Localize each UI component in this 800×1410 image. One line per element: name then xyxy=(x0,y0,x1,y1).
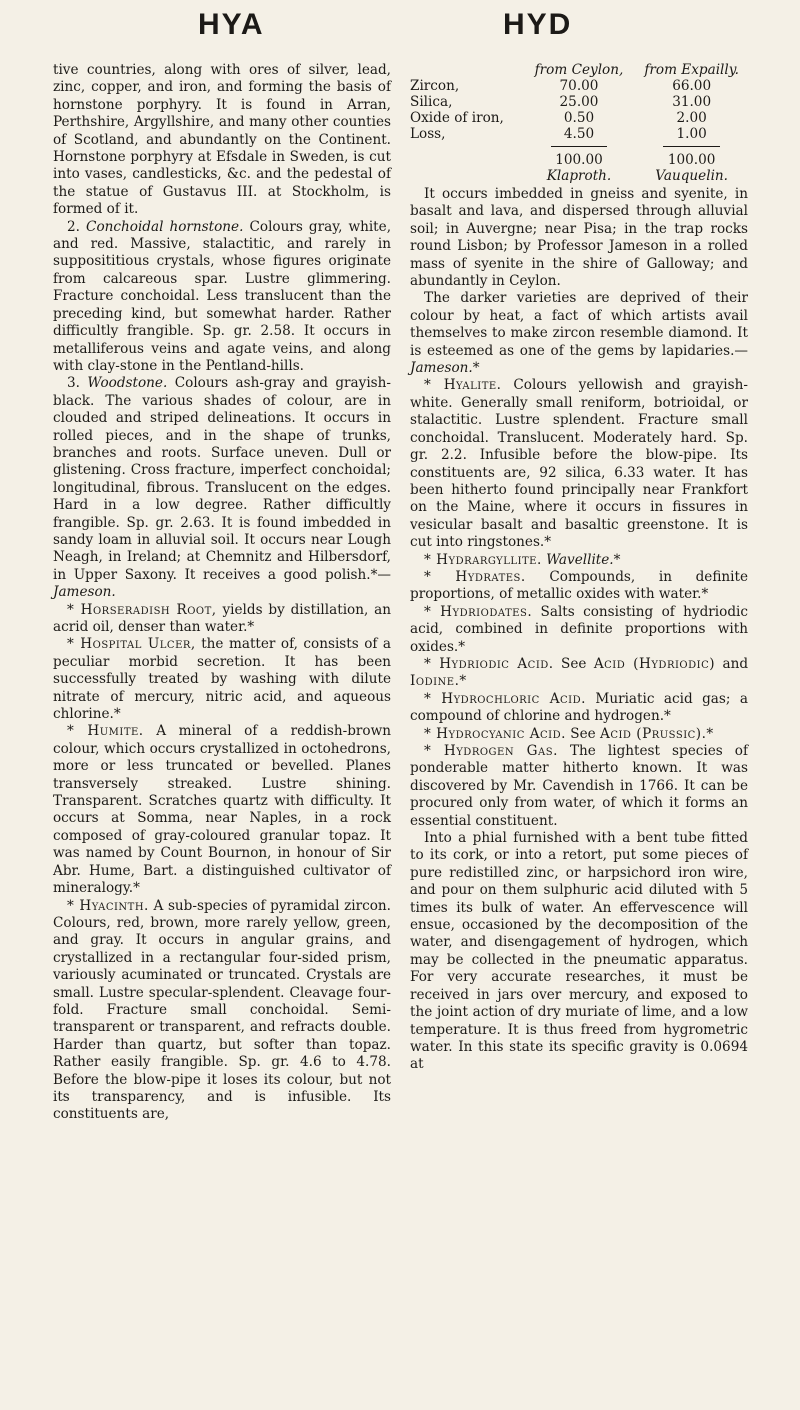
table-row xyxy=(410,110,748,126)
entry-text: A mineral of a reddish-brown colour, which occurs crystallized in octohedrons, more or less truncated or bevelled. Planes transversely streaked. Lustre shining. Transparent. Scratches quartz with difficulty. It occurs at Somma, near Naples, in a rock composed of gray-coloured granular topaz. It was named by Count Bournon, in honour of Sir Abr. Hume, Bart. a distinguished cultivator of mineralogy.* xyxy=(53,723,392,897)
cell-ceylon: 4.50 xyxy=(563,126,595,142)
entry-hydrochloric-acid xyxy=(410,691,748,726)
entry-headword: * Hydrates. xyxy=(424,568,526,585)
row-label: Oxide of iron, xyxy=(410,110,504,126)
entry-hydrogen-gas xyxy=(410,743,748,830)
author-ceylon: Klaproth. xyxy=(546,168,612,184)
entry-text: See xyxy=(561,655,587,672)
entry-hydrargyllite xyxy=(410,552,748,569)
cell-ceylon: 25.00 xyxy=(559,94,599,110)
entry-term: Woodstone. xyxy=(87,375,168,392)
item-number: 3. xyxy=(67,375,80,392)
entry-headword: * Hydrocyanic Acid. xyxy=(424,725,566,742)
entry-headword: * Humite. xyxy=(67,723,144,740)
entry-headword: * Hydrochloric Acid. xyxy=(424,690,586,707)
table-row xyxy=(410,94,748,110)
cell-ceylon: 0.50 xyxy=(563,110,595,126)
left-column xyxy=(53,62,391,1124)
entry-hyacinth xyxy=(53,898,391,1124)
entry-text: and xyxy=(722,655,749,672)
entry-text: yields by distillation, an acrid oil, denser than water.* xyxy=(53,601,391,635)
entry-humite xyxy=(53,723,391,897)
right-column xyxy=(410,62,748,1074)
entry-text: A sub-species of pyramidal zircon. Colours, red, brown, more rarely yellow, green, and gray. It occurs in angular grains, and crystallized in a rectangular four-sided prism, variously acuminated or truncated. Crystals are small. Lustre specular-splendent. Cleavage four-fold. Fracture small conchoidal. Semi-transparent or transparent, and refracts double. Harder than quartz, but softer than topaz. Rather easily frangible. Sp. gr. 4.6 to 4.78. Before the blow-pipe it loses its colour, but not its transparency, and is infusible. Its constituents are, xyxy=(53,897,391,1123)
table-header-row xyxy=(410,62,748,78)
cell-ceylon: 70.00 xyxy=(559,78,599,94)
entry-text: The darker varieties are deprived of their colour by heat, a fact of which artists avail themselves to make zircon resemble diamond. It is esteemed as one of the gems by lapidaries.— xyxy=(410,290,748,359)
entry-text: Muriatic acid gas; a compound of chlorine and hydrogen.* xyxy=(410,690,748,725)
paragraph-hyacinth-occurrence: It occurs imbedded in gneiss and syenite, in basalt and lava, and dispersed through alluvial soil; in Auvergne; near Pisa; in the trap rocks round Lisbon; by Professor Jameson in a rolled mass of syenite in the shire of Galloway; and abundantly in Ceylon. xyxy=(410,186,748,290)
entry-text: Colours yellowish and grayish-white. Generally small reniform, botrioidal, or stalactitic. Lustre splendent. Fracture small conchoidal. Translucent. Moderately hard. Sp. gr. 2.2. Infusible before the blow-pipe. Its constituents are, 92 silica, 6.33 water. It has been hitherto found principally near Frankfort on the Maine, where it occurs in fissures in vesicular basalt and basaltic greenstone. It is cut into ringstones.* xyxy=(410,377,748,551)
entry-text: See xyxy=(570,725,596,742)
entry-hydrates xyxy=(410,569,748,604)
cell-expailly: 66.00 xyxy=(672,78,712,94)
entry-hyalite xyxy=(410,377,748,551)
row-label: Zircon, xyxy=(410,78,460,94)
entry-hospital-ulcer xyxy=(53,636,391,723)
paragraph-hyacinth-colour xyxy=(410,290,748,377)
table-row xyxy=(410,126,748,142)
total-expailly: 100.00 xyxy=(635,142,748,168)
item-number: 2. xyxy=(67,218,80,235)
entry-text: Colours ash-gray and grayish-black. The various shades of colour, are in clouded and striped delineations. It occurs in rolled pieces, and in the shape of trunks, branches and roots. Surface uneven. Dull or glistening. Cross fracture, imperfect conchoidal; longitudinal, fibrous. Translucent on the edges. Hard in a low degree. Rather difficultly frangible. Sp. gr. 2.63. It is found imbedded in sandy loam in alluvial soil. It occurs near Lough Neagh, in Ireland; at Chemnitz and Hilbersdorf, in Upper Saxony. It receives a good polish.*— xyxy=(53,375,391,583)
entry-horseradish-root xyxy=(53,602,391,637)
entry-hydrocyanic-acid xyxy=(410,726,748,743)
table-row xyxy=(410,78,748,94)
entry-hydriodates xyxy=(410,604,748,656)
entry-text: Wavellite.* xyxy=(546,551,621,568)
paragraph-conchoidal-hornstone xyxy=(53,219,391,376)
citation-author: Jameson. xyxy=(53,584,116,601)
entry-text: Salts consisting of hydriodic acid, combined in definite proportions with oxides.* xyxy=(410,603,748,655)
table-author-row xyxy=(410,168,748,184)
column-header-ceylon: from Ceylon, xyxy=(534,62,624,78)
paragraph-hydrogen-preparation: Into a phial furnished with a bent tube fitted to its cork, or into a retort, put some pieces of pure redistilled zinc, or harpsichord iron wire, and pour on them sulphuric acid diluted with 5 times its bulk of water. An effervescence will ensue, occasioned by the decomposition of the water, and disengagement of hydrogen, which may be collected in the pneumatic apparatus. For very accurate researches, it must be received in jars over mercury, and exposed to the joint action of dry muriate of lime, and a low temperature. It is thus freed from hygrometric water. In this state its specific gravity is 0.0694 at xyxy=(410,830,748,1073)
paragraph-woodstone xyxy=(53,375,391,601)
cell-expailly: 1.00 xyxy=(676,126,707,142)
entry-headword: * Hospital Ulcer, xyxy=(67,636,196,653)
cell-expailly: 2.00 xyxy=(676,110,707,126)
entry-headword: * Hydriodic Acid. xyxy=(424,655,554,672)
entry-headword: * Hydriodates. xyxy=(424,603,533,620)
running-head-left: HYA xyxy=(198,8,265,41)
entry-hydriodic-acid xyxy=(410,656,748,691)
entry-headword: * Hyalite. xyxy=(424,377,502,394)
cross-reference: Acid (Hydriodic) xyxy=(593,655,716,672)
entry-text: Compounds, in definite proportions, of metallic oxides with water.* xyxy=(410,568,748,603)
entry-text: the matter of, consists of a peculiar morbid secretion. It has been successfully treated by washing with dilute nitrate of mercury, nitric acid, and aqueous chlorine.* xyxy=(53,636,392,723)
entry-text: Colours gray, white, and red. Massive, stalactitic, and rarely in supposititious crystals, whose figures originate from calcareous spar. Lustre glimmering. Fracture conchoidal. Less translucent than the preceding kind, but somewhat harder. Rather difficultly frangible. Sp. gr. 2.58. It occurs in metalliferous veins and agate veins, and along with clay-stone in the Pentland-hills. xyxy=(53,218,392,374)
row-label: Silica, xyxy=(410,94,453,110)
entry-headword: * Hydrargyllite. xyxy=(424,551,542,568)
entry-headword: * Hydrogen Gas. xyxy=(424,743,558,759)
entry-headword: * Horseradish Root, xyxy=(67,601,217,618)
entry-text: The lightest species of ponderable matter hitherto known. It was discovered by Mr. Cavendish in 1766. It can be procured only from water, of which it forms an essential constituent. xyxy=(410,743,748,829)
citation-author: Jameson.* xyxy=(410,360,480,377)
row-label: Loss, xyxy=(410,126,446,142)
author-expailly: Vauquelin. xyxy=(655,168,728,184)
cell-expailly: 31.00 xyxy=(672,94,712,110)
column-header-expailly: from Expailly. xyxy=(644,62,739,78)
table-total-row xyxy=(410,142,748,168)
entry-headword: * Hyacinth. xyxy=(67,897,149,914)
cross-reference: Iodine.* xyxy=(410,673,467,690)
total-ceylon: 100.00 xyxy=(523,142,636,168)
running-head xyxy=(0,6,800,50)
running-head-right: HYD xyxy=(503,8,573,41)
paragraph-hornstone-continued: tive countries, along with ores of silver, lead, zinc, copper, and iron, and forming the basis of hornstone porphyry. It is found in Arran, Perthshire, Argyllshire, and many other counties of Scotland, and abundantly on the Continent. Hornstone porphyry at Efsdale in Sweden, is cut into vases, candlesticks, &c. and the pedestal of the statue of Gustavus III. at Stockholm, is formed of it. xyxy=(53,62,391,218)
entry-term: Conchoidal hornstone. xyxy=(86,218,244,235)
cross-reference: Acid (Prussic).* xyxy=(600,725,714,742)
hyacinth-analysis-table xyxy=(410,62,748,184)
